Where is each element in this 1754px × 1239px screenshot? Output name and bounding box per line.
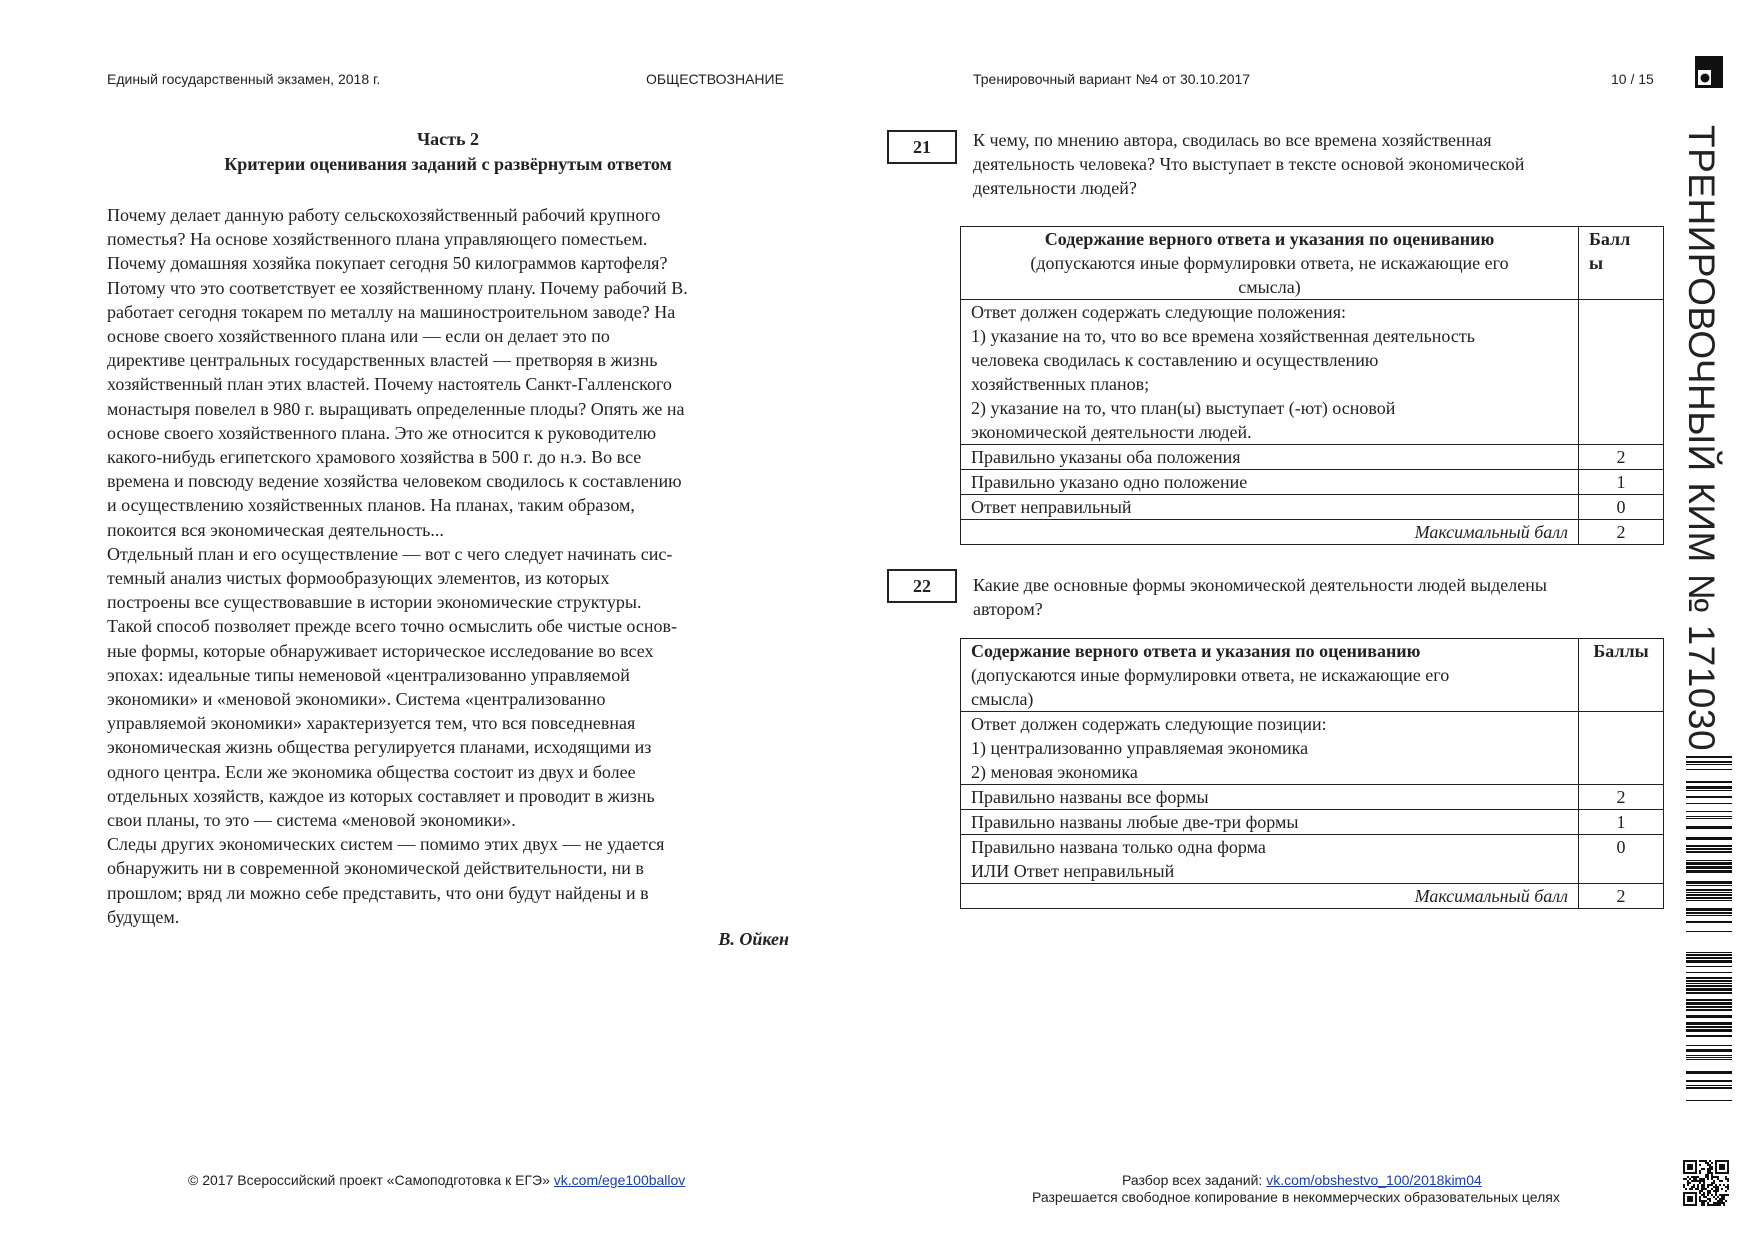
qr-code-icon bbox=[1683, 1160, 1729, 1206]
text-line: Правильно названа только одна форма bbox=[971, 837, 1266, 857]
text-line: хозяйственных планов; bbox=[971, 374, 1150, 394]
text-line: деятельности людей? bbox=[973, 178, 1137, 198]
part-heading bbox=[107, 127, 789, 177]
text-line: какого-нибудь египетского храмового хозяйства в 500 г. до н.э. Во все bbox=[107, 447, 642, 468]
text-line: покоится вся экономическая деятельность... bbox=[107, 519, 444, 540]
text-line: Следы других экономических систем — помимо этих двух — не удается bbox=[107, 834, 665, 855]
text-line: (допускаются иные формулировки ответа, не искажающие его bbox=[971, 665, 1450, 685]
text-line: Ответ неправильный bbox=[971, 497, 1132, 517]
text-paragraph bbox=[107, 203, 797, 542]
answer-points bbox=[1579, 300, 1664, 445]
text-line: Такой способ позволяет прежде всего точно осмыслить обе чистые основ- bbox=[107, 616, 677, 637]
max-score-row bbox=[961, 520, 1664, 545]
text-line: и осуществлению хозяйственных планов. На планах, таким образом, bbox=[107, 495, 635, 516]
text-author: В. Ойкен bbox=[718, 929, 789, 949]
table-row bbox=[961, 470, 1664, 495]
footer-license: Разрешается свободное копирование в некоммерческих образовательных целях bbox=[1032, 1189, 1560, 1205]
points-header bbox=[1579, 227, 1664, 300]
task-21-number: 21 bbox=[887, 130, 957, 164]
max-score-value: 2 bbox=[1579, 520, 1664, 545]
source-text bbox=[107, 203, 797, 929]
answer-points bbox=[1579, 712, 1664, 785]
text-line: ные формы, которые обнаруживает историческое исследование во всех bbox=[107, 640, 654, 661]
criterion-points: 2 bbox=[1579, 445, 1664, 470]
task-22-question bbox=[973, 573, 1653, 621]
text-line: 2) меновая экономика bbox=[971, 762, 1138, 782]
text-line: 1) указание на то, что во все времена хозяйственная деятельность bbox=[971, 326, 1475, 346]
text-line: Почему делает данную работу сельскохозяйственный рабочий крупного bbox=[107, 205, 661, 225]
text-line: Правильно указаны оба положения bbox=[971, 447, 1241, 467]
text-line: директиве центральных государственных властей — претворяя в жизнь bbox=[107, 350, 658, 371]
subject-title: ОБЩЕСТВОЗНАНИЕ bbox=[646, 71, 784, 87]
text-line: автором? bbox=[973, 599, 1043, 619]
text-line: (допускаются иные формулировки ответа, не искажающие его bbox=[1030, 253, 1509, 273]
max-score-value: 2 bbox=[1579, 884, 1664, 909]
corner-marker-icon bbox=[1695, 56, 1723, 88]
text-line: деятельность человека? Что выступает в тексте основой экономической bbox=[973, 154, 1525, 174]
criterion-text bbox=[961, 495, 1579, 520]
page-number: 10 / 15 bbox=[1611, 71, 1654, 87]
points-header bbox=[1579, 639, 1664, 712]
table-row bbox=[961, 810, 1664, 835]
copyright-text: © 2017 Всероссийский проект «Самоподготовка к ЕГЭ» bbox=[188, 1172, 550, 1188]
text-line: смысла) bbox=[971, 689, 1034, 709]
text-paragraph bbox=[107, 542, 797, 832]
text-line: свои планы, то это — система «меновой экономики». bbox=[107, 810, 516, 831]
text-line: монастыря повелел в 980 г. выращивать определенные плоды? Опять же на bbox=[107, 398, 685, 419]
criterion-points: 0 bbox=[1579, 835, 1664, 884]
criteria-header-title: Содержание верного ответа и указания по оцениванию bbox=[1044, 229, 1495, 249]
max-score-label: Максимальный балл bbox=[961, 884, 1579, 909]
footer-analysis bbox=[1122, 1172, 1482, 1188]
criteria-header-note bbox=[971, 251, 1568, 299]
text-line: поместья? На основе хозяйственного плана управляющего поместьем. bbox=[107, 229, 648, 250]
text-line: 1) централизованно управляемая экономика bbox=[971, 738, 1309, 758]
criterion-text bbox=[961, 810, 1579, 835]
max-score-row bbox=[961, 884, 1664, 909]
text-line: управляемой экономики» характеризуется тем, что вся повседневная bbox=[107, 713, 636, 734]
text-line: темный анализ чистых формообразующих элементов, из которых bbox=[107, 568, 610, 589]
analysis-label: Разбор всех заданий: bbox=[1122, 1172, 1263, 1188]
text-line: Отдельный план и его осуществление — вот с чего следует начинать сис- bbox=[107, 543, 673, 564]
criterion-points: 1 bbox=[1579, 810, 1664, 835]
text-line: Правильно названы любые две-три формы bbox=[971, 812, 1299, 832]
task-21-question bbox=[973, 128, 1653, 200]
part-subtitle: Критерии оценивания заданий с развёрнутым ответом bbox=[224, 154, 672, 174]
criterion-text bbox=[961, 785, 1579, 810]
text-paragraph bbox=[107, 832, 797, 929]
text-line: человека сводилась к составлению и осуществлению bbox=[971, 350, 1379, 370]
text-line: Какие две основные формы экономической деятельности людей выделены bbox=[973, 575, 1547, 595]
criteria-header-note bbox=[971, 663, 1568, 711]
text-line: ы bbox=[1589, 253, 1604, 273]
exam-title: Единый государственный экзамен, 2018 г. bbox=[107, 71, 381, 87]
analysis-link[interactable]: vk.com/obshestvo_100/2018kim04 bbox=[1266, 1172, 1482, 1188]
answer-content bbox=[961, 300, 1579, 445]
text-line: хозяйственный план этих властей. Почему настоятель Санкт-Галленского bbox=[107, 374, 672, 395]
text-line: экономической деятельности людей. bbox=[971, 422, 1252, 442]
text-line: работает сегодня токарем по металлу на машиностроительном заводе? На bbox=[107, 301, 676, 322]
text-line: ИЛИ Ответ неправильный bbox=[971, 861, 1175, 881]
text-line: экономики» и «меновой экономики». Система «централизованно bbox=[107, 689, 606, 710]
task-22-number: 22 bbox=[887, 569, 957, 603]
text-line: Правильно названы все формы bbox=[971, 787, 1209, 807]
criteria-header bbox=[961, 227, 1579, 300]
text-line: Ответ должен содержать следующие положения: bbox=[971, 302, 1346, 322]
criteria-header bbox=[961, 639, 1579, 712]
text-line: Потому что это соответствует ее хозяйственному плану. Почему рабочий В. bbox=[107, 277, 688, 298]
criterion-points: 2 bbox=[1579, 785, 1664, 810]
criterion-text bbox=[961, 835, 1579, 884]
text-line: основе своего хозяйственного плана или — если он делает это по bbox=[107, 326, 610, 347]
barcode-icon bbox=[1686, 756, 1732, 1101]
table-row bbox=[961, 835, 1664, 884]
variant-title: Тренировочный вариант №4 от 30.10.2017 bbox=[973, 71, 1251, 87]
text-line: Правильно указано одно положение bbox=[971, 472, 1248, 492]
text-line: К чему, по мнению автора, сводилась во все времена хозяйственная bbox=[973, 130, 1492, 150]
text-line: обнаружить ни в современной экономической действительности, ни в bbox=[107, 858, 644, 879]
task-22-criteria-table bbox=[960, 638, 1664, 909]
criterion-text bbox=[961, 470, 1579, 495]
text-line: построены все существовавшие в истории экономические структуры. bbox=[107, 592, 642, 613]
text-line: эпохах: идеальные типы неменовой «централизованно управляемой bbox=[107, 664, 630, 685]
text-line: прошлом; вряд ли можно себе представить, что они будут найдены и в bbox=[107, 882, 649, 903]
table-row bbox=[961, 785, 1664, 810]
sidebar-kim-title: ТРЕНИРОВОЧНЫЙ КИМ № 171030 bbox=[1681, 125, 1722, 752]
footer-copyright bbox=[188, 1172, 685, 1188]
text-line: времена и повсюду ведение хозяйства человеком сводилось к составлению bbox=[107, 471, 682, 492]
criterion-points: 0 bbox=[1579, 495, 1664, 520]
criterion-points: 1 bbox=[1579, 470, 1664, 495]
criteria-header-title: Содержание верного ответа и указания по оцениванию bbox=[971, 641, 1421, 661]
text-line: одного центра. Если же экономика общества состоит из двух и более bbox=[107, 761, 636, 782]
text-line: будущем. bbox=[107, 906, 180, 927]
answer-content bbox=[961, 712, 1579, 785]
text-line: отдельных хозяйств, каждое из которых составляет и проводит в жизнь bbox=[107, 785, 655, 806]
text-line: Балл bbox=[1589, 229, 1631, 249]
part-title: Часть 2 bbox=[416, 129, 480, 149]
text-line: основе своего хозяйственного плана. Это же относится к руководителю bbox=[107, 422, 657, 443]
text-line: экономическая жизнь общества регулируется планами, исходящими из bbox=[107, 737, 652, 758]
max-score-label: Максимальный балл bbox=[961, 520, 1579, 545]
copyright-link[interactable]: vk.com/ege100ballov bbox=[553, 1172, 686, 1188]
table-row bbox=[961, 495, 1664, 520]
table-row bbox=[961, 445, 1664, 470]
text-line: Почему домашняя хозяйка покупает сегодня 50 килограммов картофеля? bbox=[107, 253, 668, 274]
text-line: 2) указание на то, что план(ы) выступает (-ют) основой bbox=[971, 398, 1396, 418]
text-line: Баллы bbox=[1593, 641, 1649, 661]
criterion-text bbox=[961, 445, 1579, 470]
text-line: Ответ должен содержать следующие позиции: bbox=[971, 714, 1327, 734]
text-line: смысла) bbox=[1238, 277, 1301, 297]
task-21-criteria-table bbox=[960, 226, 1664, 545]
